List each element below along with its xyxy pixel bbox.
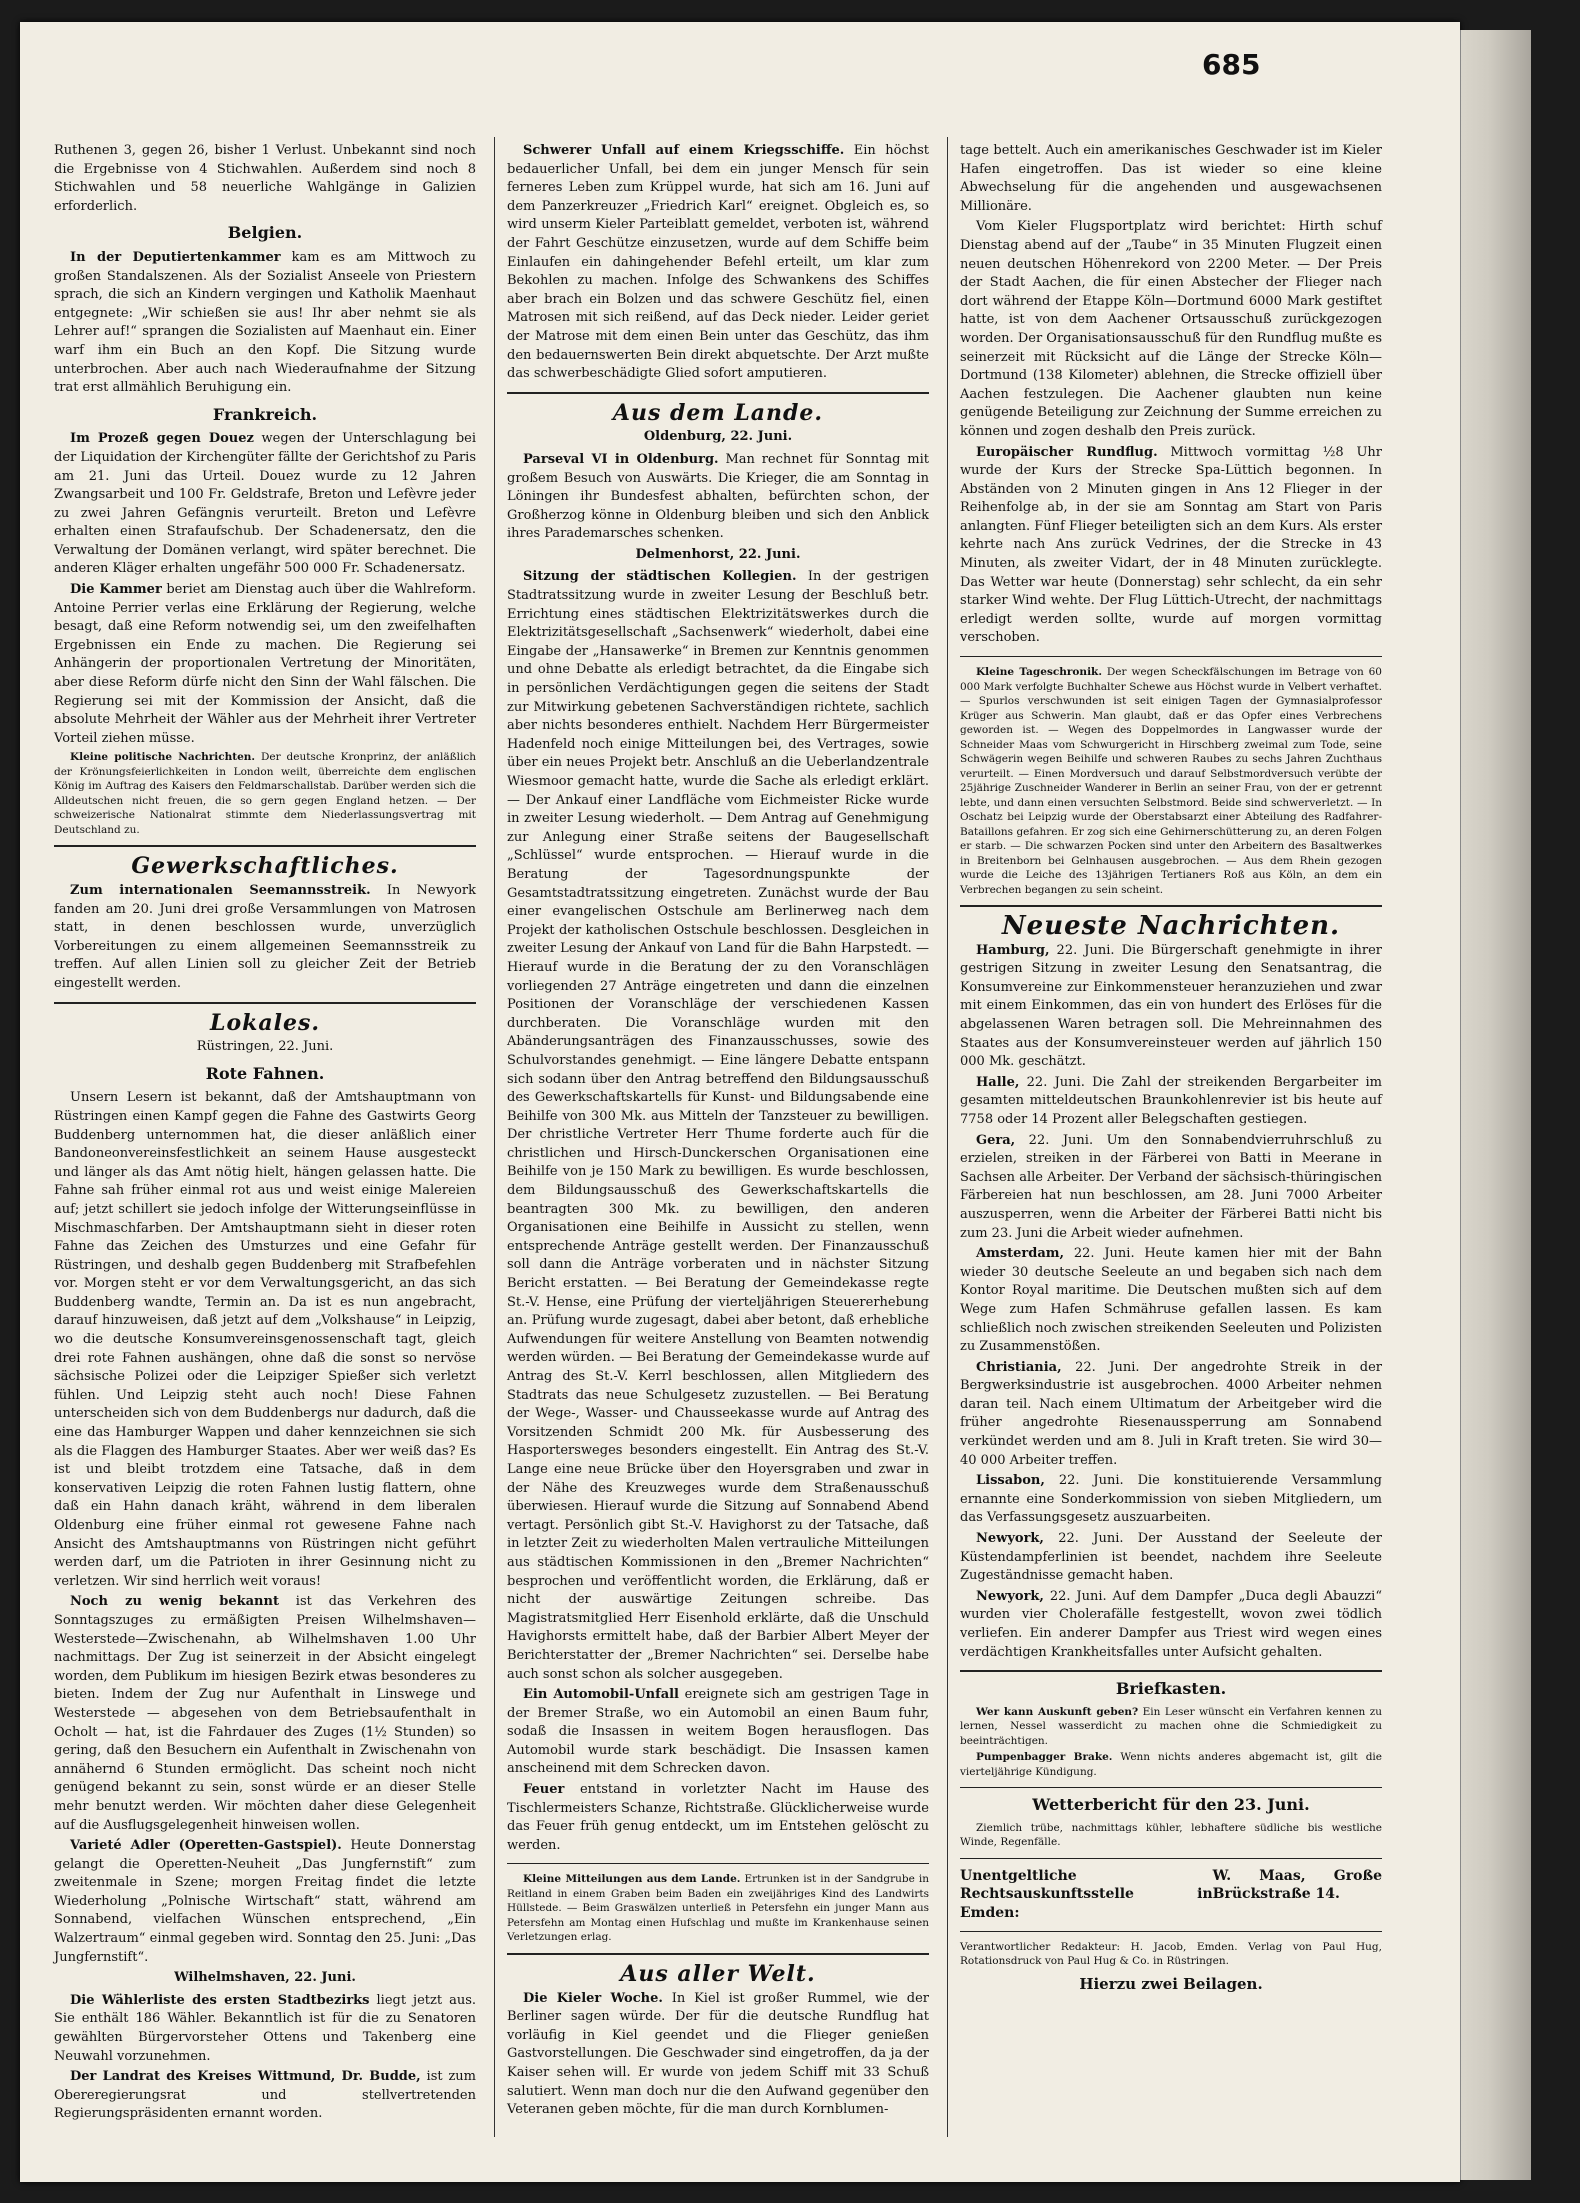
lead-text: Die Wählerliste des ersten Stadtbezirks [70, 1992, 370, 2008]
article-text [54, 2068, 476, 2124]
body-text: 22. Juni. Der angedrohte Streik in der Bergwerksindustrie ist ausgebrochen. 4000 Arbeiter nehmen daran teil. Nach einem Ultimatum der Arbeitgeber wird die früher angedrohte Riesenaussperrung am Sonnabend verkündet werden und am 8. Juli in Kraft treten. Sie wird 30—40 000 Arbeiter treffen. [960, 1359, 1382, 1468]
body-text: 22. Juni. Um den Sonnabendvierruhrschluß zu erzielen, streiken in der Färberei von Batti in Meerane in Sachsen alle Arbeiter. Der Verband der sächsisch-thüringischen Färbereien hat nun beschlossen, am 28. Juni 7000 Arbeiter auszusperren, wenn die Arbeiter der Färberei Batti nicht bis zum 23. Juni die Arbeit wieder aufnehmen. [960, 1132, 1382, 1241]
article-text [507, 142, 929, 384]
column-1 [54, 142, 476, 2126]
section-title: Gewerkschaftliches. [131, 853, 399, 880]
divider [54, 1002, 476, 1004]
lead-text: Christiania, [976, 1359, 1062, 1375]
divider [507, 392, 929, 394]
dateline: Rüstringen, 22. Juni. [196, 1039, 334, 1055]
page-number: 685 [1202, 48, 1261, 81]
lead-text: Noch zu wenig bekannt [70, 1594, 279, 1610]
body-text: Ein Leser wünscht ein Verfahren kennen zu lernen, Nessel wasserdicht zu machen ohne die Schmiedigkeit zu beeinträchtigen. [960, 1705, 1382, 1747]
article-text [507, 451, 929, 544]
body-text: beriet am Dienstag auch über die Wahlreform. Antoine Perrier verlas eine Erklärung der Regierung, welche besagt, daß eine Reform notwendig sei, um den zweifelhaften Ergebnissen ein Ende zu machen. Die Regierung sei Anhängerin der proportionalen Vertretung der Minoritäten, aber diese Reform dürfe nicht den Sinn der Wahl fälschen. Die Regierung sei mit der Kommission der Ansicht, daß die absolute Mehrheit der Wähler aus der Mehrheit ihrer Vertreter Vorteil ziehen müsse. [54, 582, 476, 746]
article-text [960, 942, 1382, 1072]
article-text [54, 1593, 476, 1835]
body-text: 22. Juni. Der Ausstand der Seeleute der Küstendampferlinien ist beendet, nachdem ihre Seeleute Zugeständnisse gemacht haben. [960, 1531, 1382, 1584]
column-3 [960, 142, 1382, 1993]
article-text [54, 1992, 476, 2066]
lead-text: Feuer [523, 1782, 565, 1798]
article-heading: Rote Fahnen. [205, 1063, 325, 1083]
lead-text: Europäischer Rundflug. [976, 444, 1158, 460]
body-text: 22. Juni. Die Bürgerschaft genehmigte in ihrer gestrigen Sitzung in zweiter Lesung den Senatsantrag, die Konsumvereine zur Einkommensteuer heranzuziehen und zwar mit einem Einkommen, das ein von hundert des Erlöses für die abgelassenen Waren betragen soll. Die Mehreinnahmen des Staates aus der Konsumvereinsteuer werden auf jährlich 150 000 Mk. geschätzt. [960, 942, 1382, 1070]
letter-item [960, 1705, 1382, 1749]
section-heading: Briefkasten. [1115, 1679, 1227, 1699]
body-text: 22. Juni. Heute kamen hier mit der Bahn wieder 30 deutsche Seeleute an und begaben sich nach dem Kontor Royal maritime. Die Deutschen mußten sich auf dem Wege zum Hafen Schmähruse gefallen lassen. Es kam schließlich noch zwischen streikenden Seeleuten und Polizisten zu Zusammenstößen. [960, 1246, 1382, 1355]
lead-text: Newyork, [976, 1531, 1044, 1547]
column-rule [494, 137, 495, 2137]
lead-text: Amsterdam, [976, 1246, 1065, 1262]
supplements-note: Hierzu zwei Beilagen. [1079, 1974, 1263, 1993]
divider [960, 905, 1382, 907]
body-text: In der gestrigen Stadtratssitzung wurde in zweiter Lesung der Beschluß betr. Errichtung eines städtischen Elektrizitätswerkes durch die Elektrizitätsgesellschaft „Sachsenwerk“ wiederholt, dabei eine Eingabe der „Hansawerke“ in Bremen zur Kenntnis genommen und ohne Debatte als erledigt betrachtet, da die Eingabe sich in persönlichen Verdächtigungen gegen die seitens der Stadt zur Mitwirkung gebetenen Sachverständigen richtete, sachlich aber nichts besonderes enthielt. Nachdem Herr Bürgermeister Hadenfeld noch einige Mitteilungen bei, des Vertrages, sowie über ein neues Projekt betr. Anschluß an die Ueberlandzentrale Wiesmoor gemacht hatte, wurde die Sache als erledigt erklärt. — Der Ankauf einer Landfläche vom Eichmeister Ricke wurde in zweiter Lesung wiederholt. — Dem Antrag auf Genehmigung zur Anlegung einer Straße seitens der Baugesellschaft „Schlüssel“ wurde entsprochen. — Hierauf wurde in die Beratung der Tagesordnungspunkte der Gesamtstadtratssitzung eingetreten. Zunächst wurde der Bau einer evangelischen Ostschule am Berlinerweg nach dem Projekt der katholischen Ostschule beschlossen. Desgleichen in zweiter Lesung der Ankauf von Land für die Bahn Harpstedt. — Hierauf wurde in die Beratung der zu den Voranschlägen vorliegenden 27 Anträge eingetreten und dann die einzelnen Positionen der Voranschläge der verschiedenen Kassen durchberaten. Die Voranschläge wurden mit den Abänderungsanträgen des Finanzausschusses, sowie des Schulvorstandes genehmigt. — Eine längere Debatte entspann sich sodann über den Antrag betreffend den Bildungsausschuß des Gewerkschaftskartells für Kunst- und Bildungsabende eine Beihilfe von 300 Mk. aus Mitteln der Tanzsteuer zu bewilligen. Der christliche Vertreter Herr Thume forderte auch für die christlichen und Hirsch-Dunckerschen Organisationen eine Beihilfe von je 150 Mark zu bewilligen. Es wurde beschlossen, dem Bildungsausschuß des Gewerkschaftskartells die beantragten 300 Mk. zu bewilligen, den anderen Organisationen eine Beihilfe in Aussicht zu stellen, wenn entsprechende Anträge gestellt werden. Der Finanzausschuß soll dann die Anträge vorberaten und in nächster Sitzung Bericht erstatten. — Bei Beratung der Gemeindekasse regte St.-V. Hense, eine Prüfung der vierteljährigen Steuererhebung an. Prüfung wurde zugesagt, dabei aber betont, daß erhebliche Aufwendungen für weitere Anstellung von Beamten notwendig werden würden. — Bei Beratung der Gemeindekasse wurde auf Antrag des St.-V. Kerrl beschlossen, allen Mitgliedern des Stadtrats das neue Schulgesetz zuzustellen. — Bei Beratung der Wege-, Wasser- und Chausseekasse wurde auf Antrag des Vorsitzenden Schmidt 200 Mk. für Ausbesserung des Hasportersweges besonders eingestellt. Ein Antrag des St.-V. Lange eine neue Brücke über den Hoyersgraben und zwar in der Nähe des Kreuzweges wurde dem Straßenausschuß überwiesen. Hierauf wurde die Sitzung auf Sonnabend Abend vertagt. Persönlich gibt St.-V. Havighorst zu der Tatsache, daß in letzter Zeit zu wiederholten Malen vertrauliche Mitteilungen aus städtischen Kommissionen in den „Bremer Nachrichten“ besprochen und veröffentlicht worden, die Erklärung, daß er nicht der auswärtige Zeitungen schreibe. Das Magistratsmitglied Herr Eisenhold erklärte, daß die Unschuld Havighorsts ermittelt habe, daß der Barbier Albert Meyer der Berichterstatter der „Bremer Nachrichten“ sei. Derselbe habe auch sonst schon als solcher ausgegeben. [507, 569, 929, 1682]
legal-advice-label: Unentgeltliche Rechtsauskunftsstelle in Emden: [960, 1867, 1213, 1922]
article-text [960, 1530, 1382, 1586]
divider [960, 656, 1382, 657]
column-rule [947, 137, 948, 2137]
body-text: In Kiel ist großer Rummel, wie der Berliner sagen würde. Der für die deutsche Rundflug hat vorläufig in Kiel geendet und die Flieger genießen Gastvorstellungen. Die Geschwader sind eingetroffen, da ja der Kaiser sehen will. Er wurde von jedem Schiff mit 33 Schuß salutiert. Wenn man doch nur die den Aufwand gegenüber den Veteranen geben möchte, für die man durch Kornblumen- [507, 1990, 929, 2118]
lead-text: Zum internationalen Seemannsstreik. [70, 883, 371, 898]
article-text [54, 1837, 476, 1967]
lead-text: Hamburg, [976, 942, 1050, 958]
body-text: Heute Donnerstag gelangt die Operetten-Neuheit „Das Jungfernstift“ zum zweitenmale in Szene; morgen Freitag findet die letzte Wiederholung „Polnische Wirtschaft“ statt, während am Sonnabend, vielfachen Wünschen entsprechend, „Ein Walzertraum“ einmal gegeben wird. Sonntag den 25. Juni: „Das Jungfernstift“. [54, 1838, 477, 1965]
body-text: Der deutsche Kronprinz, der anläßlich der Krönungsfeierlichkeiten in London weilt, überreichte dem englischen König im Auftrag des Kaisers den Feldmarschallstab. Darüber werden sich die Alldeutschen nicht freuen, die so gern gegen England hetzen. — Der schweizerische Nationalrat stimmte dem Niederlassungsvertrag mit Deutschland zu. [54, 751, 476, 836]
divider [507, 1953, 929, 1955]
weather-heading: Wetterbericht für den 23. Juni. [1032, 1795, 1310, 1815]
lead-text: Parseval VI in Oldenburg. [523, 451, 719, 467]
body-text: Man rechnet für Sonntag mit großem Besuch von Auswärts. Die Krieger, die am Sonntag in Löningen ihr Bundesfest abhalten, befürchten schon, der Großherzog könne in Oldenburg bleiben und sich den Anblick ihres Parademarsches schenken. [507, 451, 930, 542]
body-text: In Newyork fanden am 20. Juni drei große Versammlungen von Matrosen statt, in denen beschlossen wurde, unverzüglich Vorbereitungen zu einem allgemeinen Seemannsstreik zu treffen. Auf allen Linien soll zu gleicher Zeit der Betrieb eingestellt werden. [54, 883, 476, 991]
column-2 [507, 142, 929, 2122]
lead-text: Kleine politische Nachrichten. [70, 751, 256, 764]
section-title: Neueste Nachrichten. [1001, 911, 1341, 942]
article-text [960, 1588, 1382, 1662]
article-text [960, 1472, 1382, 1528]
divider [960, 1858, 1382, 1859]
article-text [54, 882, 476, 994]
body-text: wegen der Unterschlagung bei der Liquidation der Kirchengüter fällte der Gerichtshof zu Paris am 21. Juni das Urteil. Douez wurde zu 12 Jahren Zwangsarbeit und 100 Fr. Geldstrafe, Breton und Lefèvre jeder zu zwei Jahren Gefängnis verurteilt. Breton und Lefèvre erhalten einen Strafaufschub. Der Schadenersatz, den die Verwaltung der Domänen verlangt, wird später berechnet. Die anderen Kläger erhalten ungefähr 500 000 Fr. Schadenersatz. [54, 431, 477, 577]
article-text: Unsern Lesern ist bekannt, daß der Amtshauptmann von Rüstringen einen Kampf gegen die Fahne des Gastwirts Georg Buddenberg unternommen hat, die dieser anläßlich einer Bandoneonvereinsfestlichkeit an seinem Hause ausgesteckt und länger als das Amt nötig hielt, hängen gelassen hatte. Die Fahne sah früher einmal rot aus und weist einige Malereien auf; jetzt schillert sie jedoch infolge der Witterungseinflüsse in Mischmaschfarben. Der Amtshauptmann sieht in dieser roten Fahne das Zeichen des Umsturzes und eine Gefahr für Rüstringen, und deshalb gegen Buddenberg mit Strafbefehlen vor. Morgen steht er vor dem Verwaltungsgericht, an das sich Buddenberg wandte, Termin an. Da ist es nun angebracht, darauf hinzuweisen, daß jetzt auf dem „Volkshause“ in Leipzig, wo die deutsche Konsumvereinsgenossenschaft tagt, gleich drei rote Fahnen aushängen, ohne daß die sonst so nervöse sächsische Polizei oder die Leipziger Spießer sich verletzt fühlen. Und Leipzig steht auch noch! Diese Fahnen unterscheiden sich von dem Buddenbergs nur dadurch, daß die eine das Hamburger Wappen und daher kennzeichnen sie sich als die Flaggen des Hamburger Staates. Aber wer weiß das? Es ist und bleibt trotzdem eine Tatsache, daß in dem konservativen Leipzig die roten Fahnen lustig flattern, ohne daß ein Hahn danach kräht, während in dem liberalen Oldenburg eine früher einmal rot gewesene Fahne nach Ansicht des Amtshauptmanns von Rüstringen nicht geführt werden darf, um die Patrioten in ihrer Gesinnung nicht zu verletzen. Wir sind herrlich weit voraus! [54, 1090, 476, 1589]
article-text [507, 1781, 929, 1855]
divider [54, 845, 476, 847]
lead-text: Sitzung der städtischen Kollegien. [523, 569, 797, 585]
lead-text: Schwerer Unfall auf einem Kriegsschiffe. [523, 143, 845, 158]
imprint: Verantwortlicher Redakteur: H. Jacob, Emden. Verlag von Paul Hug, Rotationsdruck von Paul Hug & Co. in Rüstringen. [960, 1940, 1382, 1968]
lead-text: Kleine Mitteilungen aus dem Lande. [523, 1873, 741, 1886]
lead-text: Pumpenbagger Brake. [976, 1751, 1113, 1764]
lead-text: Gera, [976, 1132, 1016, 1148]
divider [960, 1931, 1382, 1932]
section-title: Lokales. [209, 1009, 321, 1036]
body-text: 22. Juni. Die Zahl der streikenden Bergarbeiter im gesamten mitteldeutschen Braunkohlenrevier ist bis heute auf 7758 oder 14 Prozent aller Belegschaften gestiegen. [960, 1074, 1382, 1127]
lead-text: Im Prozeß gegen Douez [70, 431, 254, 447]
weather-text: Ziemlich trübe, nachmittags kühler, lebhaftere südliche bis westliche Winde, Regenfälle. [960, 1821, 1382, 1849]
article-text [507, 568, 929, 1684]
body-text: Ertrunken ist in der Sandgrube in Reitland in einem Graben beim Baden ein zweijähriges Kind des Landwirts Hüllstede. — Beim Graswälzen unterließ in Petersfehn ein junger Mann aus Petersfehn am Montag einen Hufschlag und mußte im Krankenhause seinen Verletzungen erlag. [507, 1873, 930, 1944]
lead-text: Halle, [976, 1074, 1020, 1090]
dateline: Wilhelmshaven, 22. Juni. [174, 1970, 356, 1986]
article-text [960, 1245, 1382, 1357]
lead-text: Ein Automobil-Unfall [523, 1687, 679, 1703]
body-text: Mittwoch vormittag ½8 Uhr wurde der Kurs der Strecke Spa-Lüttich begonnen. In Abständen von 2 Minuten gingen in Ans 12 Flieger in der Reihenfolge ab, in der sie am Sonntag am Start von Paris anlangten. Fünf Flieger beteiligten sich an dem Kurs. Als erster kehrte nach Ans zurück Vedrines, der die Strecke in 43 Minuten, als zweiter Vidart, der in 48 Minuten zurücklegte. Das Wetter war heute (Donnerstag) sehr schlecht, da ein sehr starker Wind wehte. Der Flug Lüttich-Utrecht, der nachmittags erledigt werden sollte, wurde auf morgen vormittag verschoben. [960, 444, 1382, 646]
lead-text: Wer kann Auskunft geben? [976, 1705, 1139, 1718]
legal-advice-line [960, 1867, 1382, 1923]
body-text: 22. Juni. Auf dem Dampfer „Duca degli Abauzzi“ wurden vier Cholerafälle festgestellt, wovon zwei tödlich verliefen. Ein anderer Dampfer aus Triest wird wegen eines verdächtigen Krankheitsfalles unter Aufsicht gehalten. [960, 1588, 1382, 1660]
lead-text: Newyork, [976, 1588, 1044, 1604]
divider [960, 1787, 1382, 1788]
body-text: ist das Verkehren des Sonntagszuges zu ermäßigten Preisen Wilhelmshaven—Westerstede—Zwischenahn, ab Wilhelmshaven 1.00 Uhr nachmittags. Der Zug ist seinerzeit in der Absicht eingelegt worden, dem Publikum im hiesigen Bezirk etwas besonderes zu bieten. Indem der Zug nur Aufenthalt in Linswege und Westerstede — abgesehen von dem Betriebsaufenthalt in Ocholt — hat, ist die Fahrdauer des Zuges (1½ Stunden) so gering, daß den Besuchern ein Aufenthalt in Zwischenahn von annähernd 6 Stunden ermöglicht. Das scheint noch nicht genügend bekannt zu sein, sonst würde er an dieser Stelle mehr benutzt werden. Wir möchten daher diese Gelegenheit auf die Ausflugsgelegenheit hinweisen wollen. [54, 1594, 476, 1833]
body-text: ist zum Obereregierungsrat und stellvertretenden Regierungspräsidenten ernannt worden. [54, 2069, 477, 2122]
letter-item [960, 1750, 1382, 1779]
lead-text: In der Deputiertenkammer [70, 249, 281, 265]
article-text [507, 1686, 929, 1779]
body-text: Ein höchst bedauerlicher Unfall, bei dem ein junger Mensch für sein ferneres Leben zum Krüppel wurde, hat sich am 16. Juni auf dem Panzerkreuzer „Friedrich Karl“ ereignet. Obgleich es, so wird unserm Kieler Parteiblatt gemeldet, verboten ist, während der Fahrt Geschütze einzusetzen, wurde auf dem Schiffe beim Einlaufen ein dahingehender Befehl erteilt, um klar zum Bekohlen zu machen. Infolge des Schwankens des Schiffes aber brach ein Bolzen und das schwere Geschütz fiel, einen Matrosen mit sich reißend, auf das Deck nieder. Leider geriet der Matrose mit dem einen Bein unter das Geschütz, das ihm den bedauernswerten Bein direkt abquetschte. Der Arzt mußte das schwerbeschädigte Glied sofort amputieren. [507, 143, 929, 382]
lead-text: Die Kammer [70, 582, 162, 598]
small-news [54, 750, 476, 837]
article-text: Ruthenen 3, gegen 26, bisher 1 Verlust. Unbekannt sind noch die Ergebnisse von 4 Stichwahlen. Außerdem sind noch 8 Stichwahlen und 58 neuerliche Wahlgänge in Galizien erforderlich. [54, 143, 476, 214]
article-text: tage bettelt. Auch ein amerikanisches Geschwader ist im Kieler Hafen eingetroffen. Das ist wieder so eine kleine Abwechselung für die angehenden und ausgewachsenen Millionäre. [960, 143, 1382, 214]
body-text: kam es am Mittwoch zu großen Standalszenen. Als der Sozialist Anseele von Priestern sprach, die sich an Kindern vergingen und Katholik Maenhaut entgegnete: „Wir schießen sie aus! Ihr aber nehmt sie als Lehrer auf!“ sprangen die Sozialisten auf Maenhaut ein. Einer warf ihm ein Buch an den Kopf. Die Sitzung wurde unterbrochen. Aber auch nach Wiederaufnahme der Sitzung trat erst allmählich Beruhigung ein. [54, 249, 476, 396]
lead-text: Lissabon, [976, 1473, 1045, 1489]
dateline: Delmenhorst, 22. Juni. [635, 546, 801, 562]
divider [507, 1863, 929, 1864]
body-text: 22. Juni. Die konstituierende Versammlung ernannte eine Sonderkommission von sieben Mitgliedern, um das Verfassungsgesetz auszuarbeiten. [960, 1473, 1382, 1526]
body-text: ereignete sich am gestrigen Tage in der Bremer Straße, wo ein Automobil an einen Baum fuhr, sodaß die Insassen in weitem Bogen herausflogen. Das Automobil wurde stark beschädigt. Die Insassen kamen anscheinend mit dem Schrecken davon. [507, 1687, 929, 1777]
small-news [507, 1872, 929, 1945]
body-text: Wenn nichts anderes abgemacht ist, gilt die vierteljährige Kündigung. [960, 1751, 1382, 1778]
newspaper-page [20, 22, 1460, 2182]
section-heading: Belgien. [227, 223, 303, 243]
article-text [54, 249, 476, 398]
body-text: liegt jetzt aus. Sie enthält 186 Wähler. Bekanntlich ist für die zu Senatoren gewählten Bürgervorsteher Ottens und Takenberg eine Neuwahl vorzunehmen. [54, 1992, 476, 2064]
article-text [54, 581, 476, 748]
divider [960, 1670, 1382, 1672]
article-text [507, 1990, 929, 2120]
legal-advice-address: W. Maas, Große Brückstraße 14. [1212, 1867, 1382, 1903]
body-text: entstand in vorletzter Nacht im Hause des Tischlermeisters Schanze, Richtstraße. Glücklicherweise wurde das Feuer früh genug entdeckt, um im Entstehen gelöscht zu werden. [507, 1782, 929, 1853]
dateline: Oldenburg, 22. Juni. [643, 429, 793, 445]
article-text [960, 1359, 1382, 1471]
lead-text: Der Landrat des Kreises Wittmund, Dr. Budde, [70, 2069, 421, 2085]
body-text: Der wegen Scheckfälschungen im Betrage von 60 000 Mark verfolgte Buchhalter Schewe aus Höchst wurde in Velbert verhaftet. — Spurlos verschwunden ist seit einigen Tagen der Gymnasialprofessor Krüger aus Schwerin. Man glaubt, daß er das Opfer eines Verbrechens geworden ist. — Wegen des Doppelmordes in Langwasser wurde der Schneider Maas vom Schwurgericht in Hirschberg zweimal zum Tode, seine Schwägerin wegen Beihilfe und schweren Raubes zu sechs Jahren Zuchthaus verurteilt. — Einen Mordversuch und darauf Selbstmordversuch verübte der 25jährige Zuschneider Wanderer in Berlin an seiner Frau, von der er getrennt lebte, und dann einen versuchten Selbstmord. Beide sind schwerverletzt. — In Oschatz bei Leipzig wurde der Oberstabsarzt einer Abteilung des Radfahrer-Bataillons gefahren. Er zog sich eine Gehirnerschütterung zu, an deren Folgen er starb. — Die schwarzen Pocken sind unter den Arbeitern des Basaltwerkes in Breitenborn bei Gelnhausen ausgebrochen. — Aus dem Rhein gezogen wurde die Leiche des 13jährigen Tertianers Roß aus Köln, an dem ein Verbrechen begangen zu sein scheint. [960, 666, 1382, 896]
small-news [960, 665, 1382, 897]
lead-text: Die Kieler Woche. [523, 1990, 663, 2006]
section-heading: Frankreich. [212, 404, 318, 424]
article-text [54, 430, 476, 579]
article-text: Vom Kieler Flugsportplatz wird berichtet: Hirth schuf Dienstag abend auf der „Taube“ in 35 Minuten Flugzeit einen neuen deutschen Höhenrekord von 2200 Meter. — Der Preis der Stadt Aachen, die für einen Abstecher der Flieger nach dort während der Etappe Köln—Dortmund 6000 Mark gestiftet hatte, ist von dem Aachener Ortsausschuß zurückgezogen worden. Der Organisationsausschuß für den Rundflug mußte es seinerzeit mit Rücksicht auf die Länge der Strecke Köln—Dortmund (138 Kilometer) ablehnen, die Strecke offiziell über Aachen festzulegen. Die Aachener glaubten nun keine genügende Beteiligung zur Zeichnung der Summe erreichen zu können und zogen deshalb den Preis zurück. [960, 219, 1382, 439]
lead-text: Kleine Tageschronik. [976, 666, 1102, 679]
section-title: Aus aller Welt. [620, 1960, 816, 1987]
article-text [960, 1132, 1382, 1244]
lead-text: Varieté Adler (Operetten-Gastspiel). [70, 1838, 342, 1854]
article-text [960, 444, 1382, 649]
article-text [960, 1074, 1382, 1130]
section-title: Aus dem Lande. [612, 399, 824, 426]
page-edge [1460, 30, 1531, 2180]
